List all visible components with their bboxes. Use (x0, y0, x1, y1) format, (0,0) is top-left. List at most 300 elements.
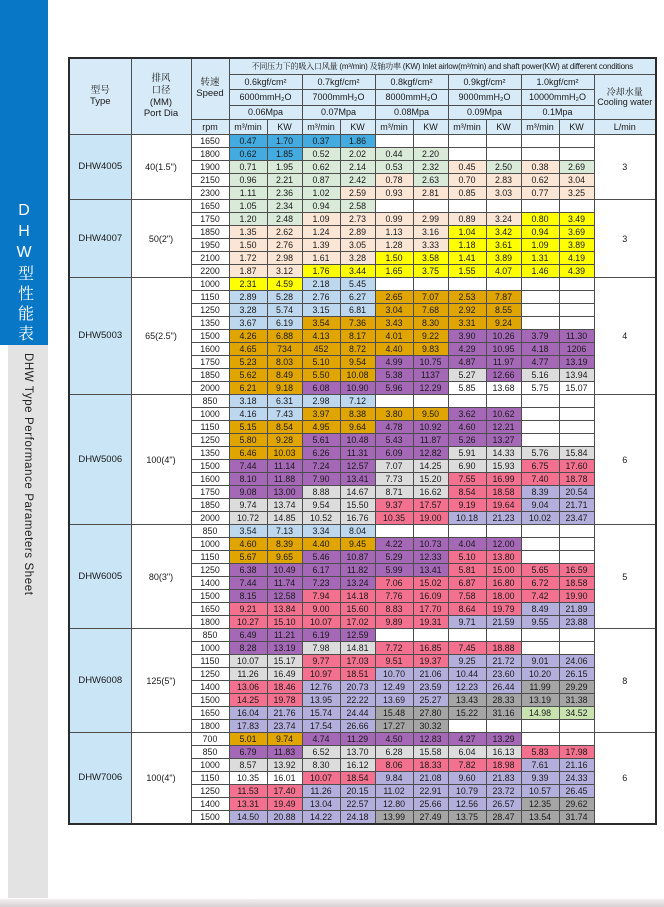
model-cell: DHW4007 (69, 200, 131, 278)
data-cell: 12.82 (413, 447, 448, 460)
data-cell: 3.44 (340, 265, 375, 278)
rpm-cell: 1800 (191, 616, 229, 629)
data-cell: 15.58 (413, 746, 448, 759)
data-cell: 13.04 (302, 798, 340, 811)
data-cell: 7.94 (302, 590, 340, 603)
data-cell: 734 (267, 343, 302, 356)
col-header-model (69, 58, 131, 135)
data-cell: 3.28 (229, 304, 267, 317)
data-cell: 2.63 (413, 174, 448, 187)
data-cell: 0.44 (375, 148, 413, 161)
pressure-group-mmh2o: 9000mmH₂O (448, 90, 521, 106)
data-cell: 8.30 (302, 759, 340, 772)
rpm-cell: 1600 (191, 343, 229, 356)
data-cell: 8.03 (267, 356, 302, 369)
data-cell: 1137 (413, 369, 448, 382)
data-cell: 17.98 (559, 746, 594, 759)
data-cell: 7.07 (413, 291, 448, 304)
table-title: 不同压力下的吸入口风量 (m³/min) 及轴功率 (KW) Inlet airlow(m³/min) and shaft power(KW) at different conditions (229, 58, 656, 75)
data-cell (486, 720, 521, 733)
data-cell: 10.72 (229, 512, 267, 525)
data-cell: 10.07 (229, 655, 267, 668)
rpm-cell: 1500 (191, 811, 229, 825)
data-cell: 6.81 (340, 304, 375, 317)
table-row (69, 200, 656, 213)
data-cell: 3.24 (486, 213, 521, 226)
pressure-group-mmh2o: 6000mmH₂O (229, 90, 302, 106)
data-cell: 8.54 (267, 421, 302, 434)
data-cell: 15.22 (448, 707, 486, 720)
data-cell: 8.55 (486, 304, 521, 317)
data-cell: 9.55 (521, 616, 559, 629)
data-cell: 1.09 (521, 239, 559, 252)
data-cell: 15.00 (486, 564, 521, 577)
model-cell: DHW5003 (69, 278, 131, 395)
data-cell: 7.98 (302, 642, 340, 655)
data-cell: 0.47 (229, 135, 267, 148)
data-cell: 3.05 (340, 239, 375, 252)
rpm-cell: 2000 (191, 512, 229, 525)
data-cell (559, 304, 594, 317)
rpm-cell: 850 (191, 746, 229, 759)
performance-table (68, 57, 657, 825)
data-cell: 15.07 (559, 382, 594, 395)
data-cell: 8.57 (229, 759, 267, 772)
data-cell: 1.13 (375, 226, 413, 239)
data-cell: 1.50 (229, 239, 267, 252)
speed-unit: rpm (191, 120, 229, 135)
data-cell: 4.13 (302, 330, 340, 343)
data-cell: 3.97 (302, 408, 340, 421)
data-cell: 1.95 (267, 161, 302, 174)
data-cell: 9.08 (229, 486, 267, 499)
data-cell: 15.50 (340, 499, 375, 512)
data-cell: 2.42 (340, 174, 375, 187)
col-header-port: 排风 口径 (MM) Port Dia (131, 58, 191, 135)
data-cell: 21.89 (559, 603, 594, 616)
data-cell: 12.80 (375, 798, 413, 811)
port-dia-cell: 65(2.5") (131, 278, 191, 395)
data-cell: 10.97 (302, 668, 340, 681)
pressure-group-mpa: 0.06Mpa (229, 106, 302, 120)
data-cell: 9.60 (448, 772, 486, 785)
data-cell: 31.74 (559, 811, 594, 825)
data-cell: 3.12 (267, 265, 302, 278)
data-cell: 5.26 (448, 434, 486, 447)
data-cell: 2.34 (267, 200, 302, 213)
rpm-cell: 1950 (191, 239, 229, 252)
data-cell: 2.59 (340, 187, 375, 200)
data-cell (521, 538, 559, 551)
data-cell: 7.13 (267, 525, 302, 538)
data-cell: 0.70 (448, 174, 486, 187)
data-cell: 6.31 (267, 395, 302, 408)
data-cell: 11.26 (229, 668, 267, 681)
data-cell (559, 642, 594, 655)
data-cell: 13.69 (375, 694, 413, 707)
data-cell (559, 434, 594, 447)
data-cell: 1206 (559, 343, 594, 356)
cooling-water-cell: 3 (594, 200, 656, 278)
data-cell: 21.59 (486, 616, 521, 629)
data-cell (559, 720, 594, 733)
rpm-cell: 1850 (191, 226, 229, 239)
data-cell: 1.72 (229, 252, 267, 265)
data-cell: 5.16 (521, 369, 559, 382)
data-cell: 4.22 (375, 538, 413, 551)
data-cell: 21.83 (486, 772, 521, 785)
data-cell (559, 408, 594, 421)
rpm-cell: 2150 (191, 174, 229, 187)
unit-power: KW (486, 120, 521, 135)
cooling-water-cell: 8 (594, 629, 656, 733)
data-cell: 24.44 (340, 707, 375, 720)
data-cell: 14.18 (340, 590, 375, 603)
unit-power: KW (413, 120, 448, 135)
data-cell: 19.79 (486, 603, 521, 616)
data-cell: 12.59 (340, 629, 375, 642)
data-cell: 28.47 (486, 811, 521, 825)
data-cell: 3.80 (375, 408, 413, 421)
data-cell: 9.74 (267, 733, 302, 746)
data-cell: 11.83 (267, 746, 302, 759)
sidebar-blue-tab (0, 0, 48, 345)
data-cell: 9.54 (340, 356, 375, 369)
rpm-cell: 700 (191, 733, 229, 746)
rpm-cell: 1150 (191, 655, 229, 668)
data-cell: 4.29 (448, 343, 486, 356)
table-row (69, 135, 656, 148)
data-cell: 3.62 (448, 408, 486, 421)
data-cell: 14.25 (413, 460, 448, 473)
data-cell: 9.25 (448, 655, 486, 668)
data-cell: 3.79 (521, 330, 559, 343)
data-cell: 23.47 (559, 512, 594, 525)
data-cell: 4.74 (302, 733, 340, 746)
data-cell: 8.38 (340, 408, 375, 421)
data-cell (559, 538, 594, 551)
data-cell: 13.00 (267, 486, 302, 499)
data-cell: 10.07 (302, 616, 340, 629)
cooling-water-cell: 6 (594, 733, 656, 825)
data-cell: 9.64 (340, 421, 375, 434)
data-cell: 4.40 (302, 538, 340, 551)
model-cell: DHW5006 (69, 395, 131, 525)
rpm-cell: 850 (191, 629, 229, 642)
data-cell: 0.80 (521, 213, 559, 226)
data-cell: 12.23 (448, 681, 486, 694)
data-cell: 3.75 (413, 265, 448, 278)
data-cell: 21.71 (559, 499, 594, 512)
data-cell: 26.66 (340, 720, 375, 733)
data-cell: 1.85 (267, 148, 302, 161)
data-cell: 1.50 (375, 252, 413, 265)
data-cell (559, 278, 594, 291)
data-cell: 19.49 (267, 798, 302, 811)
data-cell: 6.26 (302, 447, 340, 460)
data-cell: 11.02 (375, 785, 413, 798)
data-cell: 3.04 (375, 304, 413, 317)
table-body (69, 135, 656, 825)
data-cell: 25.27 (413, 694, 448, 707)
data-cell: 4.27 (448, 733, 486, 746)
rpm-cell: 2000 (191, 382, 229, 395)
data-cell: 7.42 (521, 590, 559, 603)
data-cell: 18.58 (559, 577, 594, 590)
data-cell: 15.10 (267, 616, 302, 629)
data-cell: 24.18 (340, 811, 375, 825)
data-cell: 6.75 (521, 460, 559, 473)
data-cell: 0.45 (448, 161, 486, 174)
data-cell: 12.83 (413, 733, 448, 746)
data-cell: 6.46 (229, 447, 267, 460)
data-cell (521, 629, 559, 642)
data-cell: 16.04 (229, 707, 267, 720)
data-cell: 10.73 (413, 538, 448, 551)
data-cell: 5.67 (229, 551, 267, 564)
data-cell: 1.39 (302, 239, 340, 252)
data-cell: 2.76 (302, 291, 340, 304)
data-cell: 21.76 (267, 707, 302, 720)
data-cell (559, 317, 594, 330)
col-header-cooling: 冷却水量 Cooling water (594, 75, 656, 120)
data-cell: 6.19 (267, 317, 302, 330)
data-cell: 7.07 (375, 460, 413, 473)
data-cell: 0.71 (229, 161, 267, 174)
data-cell: 8.71 (375, 486, 413, 499)
data-cell: 10.75 (413, 356, 448, 369)
data-cell (521, 642, 559, 655)
data-cell: 15.60 (340, 603, 375, 616)
data-cell: 13.19 (559, 356, 594, 369)
rpm-cell: 1250 (191, 668, 229, 681)
data-cell: 1.05 (229, 200, 267, 213)
data-cell (448, 395, 486, 408)
unit-power: KW (340, 120, 375, 135)
unit-flow: m³/min (229, 120, 267, 135)
data-cell (559, 148, 594, 161)
data-cell: 1.55 (448, 265, 486, 278)
unit-power: KW (559, 120, 594, 135)
data-cell: 2.92 (448, 304, 486, 317)
data-cell: 6.09 (375, 447, 413, 460)
data-cell: 4.95 (302, 421, 340, 434)
data-cell: 3.89 (559, 239, 594, 252)
data-cell (559, 135, 594, 148)
data-cell: 4.19 (559, 252, 594, 265)
data-cell: 16.59 (559, 564, 594, 577)
rpm-cell: 1250 (191, 785, 229, 798)
data-cell: 26.45 (559, 785, 594, 798)
data-cell: 16.13 (486, 746, 521, 759)
rpm-cell: 850 (191, 525, 229, 538)
data-cell: 5.83 (521, 746, 559, 759)
data-cell: 1.46 (521, 265, 559, 278)
data-cell: 31.38 (559, 694, 594, 707)
data-cell: 2.48 (267, 213, 302, 226)
data-cell: 9.04 (521, 499, 559, 512)
data-cell: 4.60 (229, 538, 267, 551)
data-cell: 13.43 (448, 694, 486, 707)
data-cell: 10.48 (340, 434, 375, 447)
data-cell: 10.49 (267, 564, 302, 577)
data-cell: 2.53 (448, 291, 486, 304)
data-cell: 3.16 (413, 226, 448, 239)
data-cell: 9.74 (229, 499, 267, 512)
data-cell: 7.72 (375, 642, 413, 655)
rpm-cell: 1400 (191, 681, 229, 694)
data-cell: 27.80 (413, 707, 448, 720)
data-cell: 3.28 (340, 252, 375, 265)
data-cell: 12.57 (340, 460, 375, 473)
data-cell: 6.27 (340, 291, 375, 304)
data-cell: 29.62 (559, 798, 594, 811)
data-cell: 10.35 (229, 772, 267, 785)
data-cell: 17.40 (267, 785, 302, 798)
data-cell: 19.78 (267, 694, 302, 707)
pressure-group-kgf: 0.9kgf/cm² (448, 75, 521, 90)
data-cell (521, 551, 559, 564)
data-cell: 8.04 (340, 525, 375, 538)
data-cell: 18.00 (486, 590, 521, 603)
data-cell (486, 135, 521, 148)
data-cell: 8.28 (229, 642, 267, 655)
data-cell: 7.55 (448, 473, 486, 486)
data-cell: 9.51 (375, 655, 413, 668)
data-cell: 5.65 (521, 564, 559, 577)
data-cell: 8.30 (413, 317, 448, 330)
data-cell: 15.02 (413, 577, 448, 590)
data-cell: 5.43 (375, 434, 413, 447)
data-cell: 10.07 (302, 772, 340, 785)
model-cell: DHW7006 (69, 733, 131, 825)
data-cell: 4.39 (559, 265, 594, 278)
data-cell (375, 395, 413, 408)
data-cell: 7.68 (413, 304, 448, 317)
rpm-cell: 1650 (191, 603, 229, 616)
data-cell: 8.72 (340, 343, 375, 356)
data-cell: 2.02 (340, 148, 375, 161)
port-dia-cell: 80(3") (131, 525, 191, 629)
data-cell: 8.39 (267, 538, 302, 551)
data-cell: 9.71 (448, 616, 486, 629)
data-cell (413, 525, 448, 538)
data-cell: 17.02 (340, 616, 375, 629)
data-cell: 2.65 (375, 291, 413, 304)
data-cell: 9.18 (267, 382, 302, 395)
data-cell: 16.80 (486, 577, 521, 590)
data-cell: 9.89 (375, 616, 413, 629)
data-cell: 13.99 (375, 811, 413, 825)
data-cell: 2.98 (302, 395, 340, 408)
data-cell: 26.44 (486, 681, 521, 694)
data-cell: 15.74 (302, 707, 340, 720)
data-cell: 10.08 (340, 369, 375, 382)
data-cell: 9.45 (340, 538, 375, 551)
data-cell: 0.87 (302, 174, 340, 187)
data-cell (559, 200, 594, 213)
data-cell (559, 525, 594, 538)
data-cell: 19.90 (559, 590, 594, 603)
data-cell (559, 733, 594, 746)
data-cell: 23.60 (486, 668, 521, 681)
data-cell: 6.38 (229, 564, 267, 577)
data-cell (413, 135, 448, 148)
data-cell: 0.62 (302, 161, 340, 174)
data-cell: 25.66 (413, 798, 448, 811)
pressure-group-mpa: 0.08Mpa (375, 106, 448, 120)
data-cell: 3.34 (302, 525, 340, 538)
data-cell (559, 291, 594, 304)
data-cell: 7.73 (375, 473, 413, 486)
data-cell: 17.54 (302, 720, 340, 733)
data-cell: 7.58 (448, 590, 486, 603)
data-cell: 18.33 (413, 759, 448, 772)
data-cell: 4.60 (448, 421, 486, 434)
data-cell: 12.76 (302, 681, 340, 694)
data-cell: 8.17 (340, 330, 375, 343)
rpm-cell: 2200 (191, 265, 229, 278)
rpm-cell: 1500 (191, 694, 229, 707)
data-cell: 13.94 (559, 369, 594, 382)
data-cell: 7.36 (340, 317, 375, 330)
data-cell: 2.81 (413, 187, 448, 200)
data-cell (521, 304, 559, 317)
data-cell: 2.21 (267, 174, 302, 187)
data-cell: 3.03 (486, 187, 521, 200)
data-cell: 0.53 (375, 161, 413, 174)
rpm-cell: 1250 (191, 304, 229, 317)
data-cell (375, 278, 413, 291)
data-cell: 13.75 (448, 811, 486, 825)
data-cell: 20.73 (340, 681, 375, 694)
rpm-cell: 1750 (191, 356, 229, 369)
data-cell: 16.62 (413, 486, 448, 499)
data-cell: 11.99 (521, 681, 559, 694)
data-cell: 5.99 (375, 564, 413, 577)
data-cell: 11.14 (267, 460, 302, 473)
data-cell: 3.04 (559, 174, 594, 187)
data-cell: 2.76 (267, 239, 302, 252)
data-cell: 3.33 (413, 239, 448, 252)
page-bottom-edge (0, 899, 664, 907)
data-cell: 1.11 (229, 187, 267, 200)
data-cell: 2.69 (559, 161, 594, 174)
model-cell: DHW6008 (69, 629, 131, 733)
unit-power: KW (267, 120, 302, 135)
data-cell: 23.74 (267, 720, 302, 733)
data-cell: 0.78 (375, 174, 413, 187)
data-cell: 34.52 (559, 707, 594, 720)
data-cell: 1.02 (302, 187, 340, 200)
data-cell: 0.37 (302, 135, 340, 148)
data-cell: 2.98 (267, 252, 302, 265)
data-cell: 18.98 (486, 759, 521, 772)
rpm-cell: 2100 (191, 252, 229, 265)
pressure-group-kgf: 0.6kgf/cm² (229, 75, 302, 90)
data-cell: 2.89 (340, 226, 375, 239)
data-cell: 14.81 (340, 642, 375, 655)
data-cell: 6.28 (375, 746, 413, 759)
data-cell: 14.98 (521, 707, 559, 720)
data-cell: 6.04 (448, 746, 486, 759)
data-cell (521, 733, 559, 746)
data-cell: 2.58 (340, 200, 375, 213)
pressure-group-mpa: 0.1Mpa (521, 106, 594, 120)
data-cell: 5.96 (375, 382, 413, 395)
rpm-cell: 1800 (191, 148, 229, 161)
data-cell (448, 720, 486, 733)
